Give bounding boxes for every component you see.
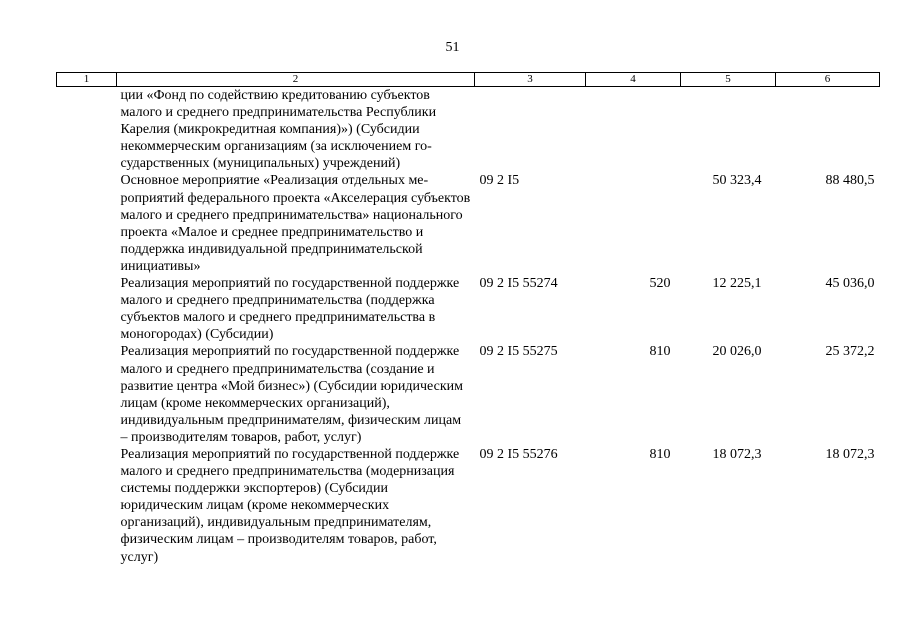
row-name: Реализация мероприятий по государственной поддержке малого и среднего предпринимательства (модернизация системы поддержки экспортеров) (Субсидии юридическим лицам (кроме некоммерческих организаций), индивидуальным предпринимателям, физическим лицам – производителям товаров, работ, услуг) — [120, 446, 460, 565]
row-amount-1 — [681, 87, 776, 173]
row-name: Реализация мероприятий по государственной поддержке малого и среднего предпринимательства (создание и развитие центра «Мой бизнес») (Субсидии юридическим лицам (кроме некоммерческих организаций), индивидуальным предпринимателям, физическим лицам – производителям товаров, работ, услуг) — [120, 344, 463, 445]
row-expense-type: 810 — [649, 344, 671, 360]
row-expense-type — [586, 87, 681, 173]
table-row — [57, 446, 880, 566]
budget-table — [56, 72, 880, 566]
row-code: 09 2 I5 55276 — [479, 446, 558, 462]
column-header-5: 5 — [681, 73, 776, 87]
row-code: 09 2 I5 55274 — [479, 276, 558, 292]
row-code: 09 2 I5 55275 — [479, 344, 558, 360]
column-header-1: 1 — [57, 73, 117, 87]
column-header-6: 6 — [776, 73, 880, 87]
page-number: 51 — [445, 40, 460, 55]
row-expense-type — [586, 172, 681, 275]
column-number-row — [57, 73, 880, 87]
row-amount-2: 25 372,2 — [825, 344, 875, 360]
row-amount-2 — [776, 87, 880, 173]
row-name: ции «Фонд по содействию кредитованию субъектов малого и среднего предпринимательства Республики Карелия (микрокредитная компания)») (Субсидии некоммерческим организациям (за исключением государственных (муниципальных) учреждений) — [120, 88, 437, 172]
row-amount-2: 45 036,0 — [825, 276, 875, 292]
row-expense-type: 810 — [649, 446, 671, 462]
column-header-2: 2 — [117, 73, 475, 87]
row-amount-2: 88 480,5 — [825, 173, 875, 189]
row-amount-1: 18 072,3 — [712, 446, 762, 462]
row-code — [475, 87, 586, 173]
row-amount-1: 20 026,0 — [712, 344, 762, 360]
column-header-4: 4 — [586, 73, 681, 87]
row-code: 09 2 I5 — [479, 173, 520, 189]
table-row — [57, 172, 880, 275]
row-amount-1: 50 323,4 — [712, 173, 762, 189]
table-row — [57, 87, 880, 173]
table-row — [57, 343, 880, 446]
row-amount-2: 18 072,3 — [825, 446, 875, 462]
row-expense-type: 520 — [649, 276, 671, 292]
row-name: Реализация мероприятий по государственной поддержке малого и среднего предпринимательства (поддержка субъектов малого и среднего предпринимательства в моногородах) (Субсидии) — [120, 276, 460, 343]
column-header-3: 3 — [475, 73, 586, 87]
row-amount-1: 12 225,1 — [712, 276, 762, 292]
row-name: Основное мероприятие «Реализация отдельных мероприятий федерального проекта «Акселерация субъектов малого и среднего предпринимательства» национального проекта «Малое и среднее предпринимательство и поддержка индивидуальной предпринимательской инициативы» — [120, 173, 471, 274]
table-row — [57, 275, 880, 343]
